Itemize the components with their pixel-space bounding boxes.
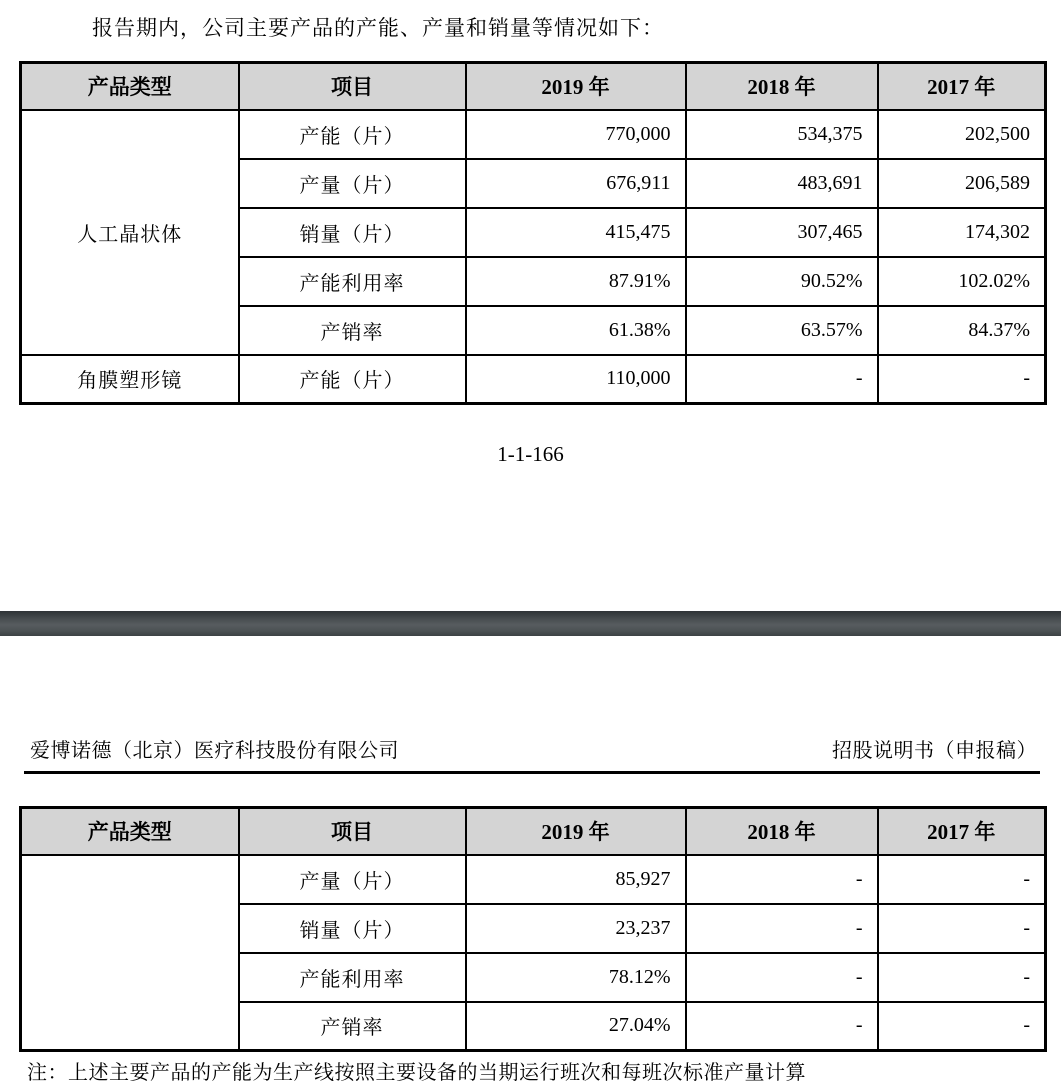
value-2017: - — [878, 855, 1046, 904]
table-row — [21, 855, 1046, 904]
item-cell: 产能利用率 — [239, 953, 466, 1002]
col-header-item: 项目 — [239, 808, 466, 855]
value-2019: 78.12% — [466, 953, 686, 1002]
value-2018: 307,465 — [686, 208, 878, 257]
value-2018: 483,691 — [686, 159, 878, 208]
value-2019: 61.38% — [466, 306, 686, 355]
col-header-item: 项目 — [239, 63, 466, 110]
value-2018: 534,375 — [686, 110, 878, 159]
col-header-2017: 2017 年 — [878, 63, 1046, 110]
table-header-row — [21, 808, 1046, 855]
value-2018: - — [686, 1002, 878, 1051]
value-2017: - — [878, 1002, 1046, 1051]
product-type-cell: 人工晶状体 — [21, 110, 239, 355]
value-2018: 90.52% — [686, 257, 878, 306]
item-cell: 产销率 — [239, 306, 466, 355]
item-cell: 销量（片） — [239, 208, 466, 257]
value-2019: 23,237 — [466, 904, 686, 953]
value-2017: 84.37% — [878, 306, 1046, 355]
col-header-2019: 2019 年 — [466, 63, 686, 110]
item-cell: 产能（片） — [239, 110, 466, 159]
col-header-product-type: 产品类型 — [21, 63, 239, 110]
document-page — [0, 14, 1061, 1084]
value-2017: 174,302 — [878, 208, 1046, 257]
item-cell: 产能（片） — [239, 355, 466, 404]
item-cell: 销量（片） — [239, 904, 466, 953]
company-name: 爱博诺德（北京）医疗科技股份有限公司 — [30, 740, 399, 762]
col-header-2018: 2018 年 — [686, 808, 878, 855]
table-row — [21, 355, 1046, 404]
value-2017: 102.02% — [878, 257, 1046, 306]
value-2019: 85,927 — [466, 855, 686, 904]
footnote: 注：上述主要产品的产能为生产线按照主要设备的当期运行班次和每班次标准产量计算 — [27, 1062, 806, 1084]
value-2018: - — [686, 904, 878, 953]
col-header-2019: 2019 年 — [466, 808, 686, 855]
value-2017: 202,500 — [878, 110, 1046, 159]
table-row — [21, 110, 1046, 159]
value-2017: 206,589 — [878, 159, 1046, 208]
page-separator-bar — [0, 611, 1061, 636]
value-2019: 110,000 — [466, 355, 686, 404]
col-header-2018: 2018 年 — [686, 63, 878, 110]
value-2017: - — [878, 953, 1046, 1002]
value-2017: - — [878, 904, 1046, 953]
intro-paragraph: 报告期内，公司主要产品的产能、产量和销量等情况如下： — [92, 16, 664, 40]
value-2018: - — [686, 953, 878, 1002]
table-header-row — [21, 63, 1046, 110]
value-2018: - — [686, 355, 878, 404]
value-2017: - — [878, 355, 1046, 404]
product-type-cell: 角膜塑形镜 — [21, 355, 239, 404]
value-2019: 770,000 — [466, 110, 686, 159]
capacity-table-page1 — [19, 61, 1047, 405]
col-header-2017: 2017 年 — [878, 808, 1046, 855]
value-2019: 87.91% — [466, 257, 686, 306]
item-cell: 产能利用率 — [239, 257, 466, 306]
value-2018: 63.57% — [686, 306, 878, 355]
value-2019: 676,911 — [466, 159, 686, 208]
item-cell: 产量（片） — [239, 855, 466, 904]
product-type-cell — [21, 855, 239, 1051]
value-2019: 27.04% — [466, 1002, 686, 1051]
capacity-table-page2 — [19, 806, 1047, 1052]
running-header — [24, 738, 1040, 774]
item-cell: 产销率 — [239, 1002, 466, 1051]
page-number: 1-1-166 — [497, 442, 564, 466]
value-2019: 415,475 — [466, 208, 686, 257]
item-cell: 产量（片） — [239, 159, 466, 208]
value-2018: - — [686, 855, 878, 904]
prospectus-label: 招股说明书（申报稿） — [832, 740, 1037, 762]
col-header-product-type: 产品类型 — [21, 808, 239, 855]
